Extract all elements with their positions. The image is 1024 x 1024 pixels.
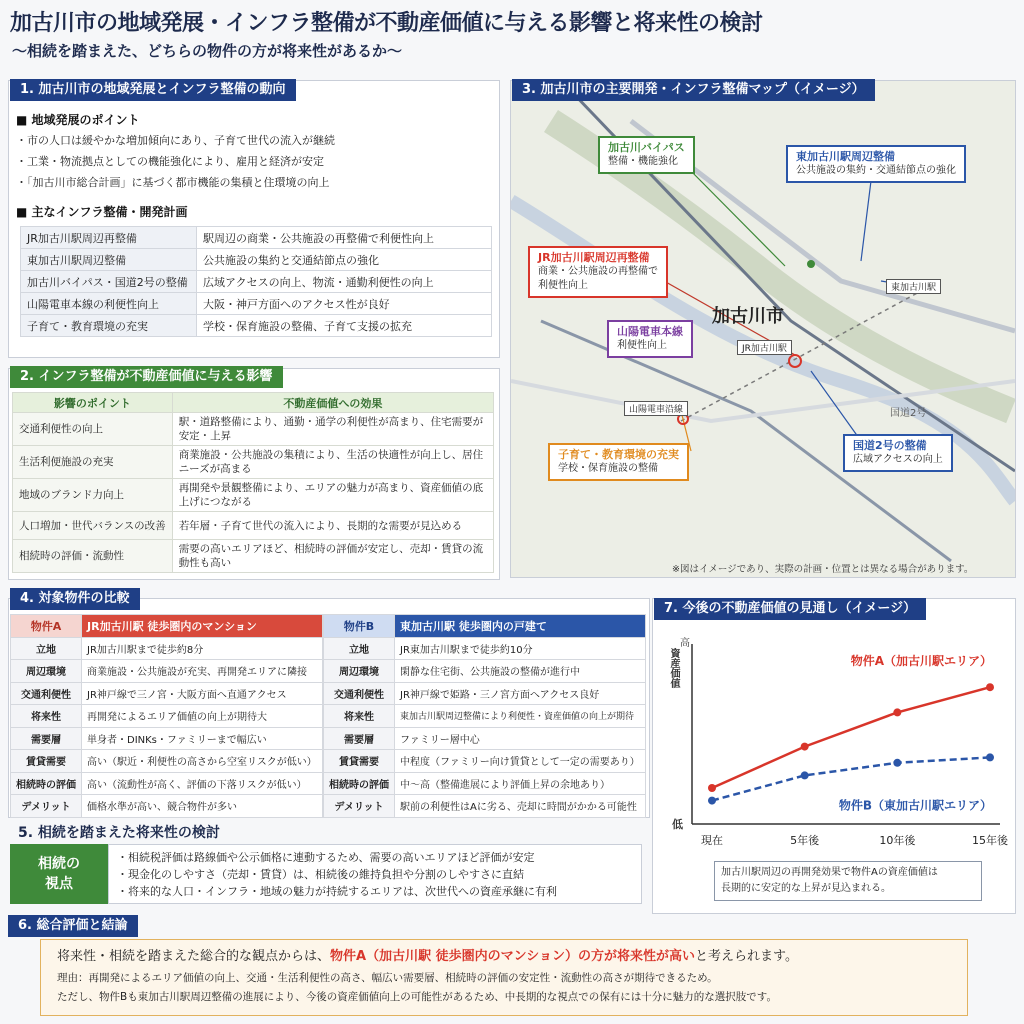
table-cell: 高い（流動性が高く、評価の下落リスクが低い） [82, 772, 323, 795]
inheritance-point: ・相続税評価は路線価や公示価格に連動するため、需要の高いエリアほど評価が安定 [117, 851, 535, 864]
callout-title: 東加古川駅周辺整備 [796, 150, 895, 163]
table-cell: 交通利便性 [11, 682, 82, 705]
property-b-tag: 物件B [324, 615, 395, 638]
table-cell: 需要の高いエリアほど、相続時の評価が安定し、売却・賃貸の流動性も高い [172, 540, 493, 573]
property-b-header [324, 615, 646, 638]
table-row [13, 446, 494, 479]
points-heading: ■ 地域発展のポイント [16, 113, 140, 127]
property-b-table [323, 614, 646, 818]
table-cell: 中程度（ファミリー向け賃貸として一定の需要あり） [395, 750, 646, 773]
table-row [324, 727, 646, 750]
data-point [801, 771, 809, 779]
table-cell: 公共施設の集約と交通結節点の強化 [197, 249, 492, 271]
table-cell: JR加古川駅まで徒歩約8分 [82, 637, 323, 660]
table-row [11, 727, 323, 750]
point-item: ・工業・物流拠点としての機能強化により、雇用と経済が安定 [16, 155, 324, 168]
table-cell: 閑静な住宅街、公共施設の整備が進行中 [395, 660, 646, 683]
table-cell: 立地 [11, 637, 82, 660]
table-row [13, 512, 494, 540]
road-label-route2: 国道2号 [890, 408, 927, 419]
table-cell: 将来性 [324, 705, 395, 728]
y-axis-top: 高 [680, 638, 690, 649]
table-cell: 賃貸需要 [11, 750, 82, 773]
table-row [11, 682, 323, 705]
table-cell: 東加古川駅周辺整備 [21, 249, 197, 271]
station-label-jr: JR加古川駅 [737, 340, 792, 355]
map-note: ※図はイメージであり、実際の計画・位置とは異なる場合があります。 [672, 564, 974, 575]
series-label: 物件B（東加古川駅エリア） [838, 798, 992, 813]
inheritance-badge [10, 844, 108, 904]
table-cell: 需要層 [11, 727, 82, 750]
table-cell: 周辺環境 [324, 660, 395, 683]
callout-bypass [598, 136, 695, 174]
inheritance-point: ・現金化のしやすさ（売却・賃貸）は、相続後の維持負担や分割のしやすさに直結 [117, 868, 524, 881]
callout-text: 利便性向上 [617, 340, 667, 351]
callout-kosodate [548, 443, 689, 481]
table-cell: 駅周辺の商業・公共施設の再整備で利便性向上 [197, 227, 492, 249]
property-a-tag: 物件A [11, 615, 82, 638]
y-axis-bottom: 低 [672, 818, 683, 831]
column-header: 影響のポイント [13, 393, 173, 413]
table-cell: 相続時の評価 [11, 772, 82, 795]
callout-sanyo [607, 320, 693, 358]
y-axis-label: 資産価値 [668, 648, 679, 688]
table-row [21, 227, 492, 249]
chart-note-line: 加古川駅周辺の再開発効果で物件Aの資産価値は [721, 867, 938, 878]
station-label-higashi: 東加古川駅 [886, 279, 941, 294]
section-4-heading: 4. 対象物件の比較 [10, 588, 140, 610]
data-point [893, 759, 901, 767]
table-row [21, 271, 492, 293]
table-cell: 賃貸需要 [324, 750, 395, 773]
callout-text: 広域アクセスの向上 [853, 454, 943, 465]
x-tick-label: 5年後 [790, 834, 820, 847]
callout-text: 学校・保育施設の整備 [558, 463, 658, 474]
chart-note [714, 861, 982, 901]
property-a-table [10, 614, 323, 818]
table-cell: 生活利便施設の充実 [13, 446, 173, 479]
table-cell: 学校・保育施設の整備、子育て支援の拡充 [197, 315, 492, 337]
property-a-name: JR加古川駅 徒歩圏内のマンション [82, 615, 323, 638]
table-row [13, 540, 494, 573]
data-point [801, 743, 809, 751]
table-row [21, 249, 492, 271]
conclusion-reason: 理由：再開発によるエリア価値の向上、交通・生活利便性の高さ、幅広い需要層、相続時の評価の安定性・流動性の高さが期待できるため。 [57, 972, 718, 984]
table-cell: JR東加古川駅まで徒歩約10分 [395, 637, 646, 660]
table-cell: 周辺環境 [11, 660, 82, 683]
table-cell: 相続時の評価・流動性 [13, 540, 173, 573]
callout-text: 商業・公共施設の再整備で [538, 266, 658, 277]
table-cell: 人口増加・世代バランスの改善 [13, 512, 173, 540]
table-cell: 地域のブランド力向上 [13, 479, 173, 512]
data-point [708, 784, 716, 792]
station-label-sanyo: 山陽電車沿線 [624, 401, 688, 416]
callout-higashi [786, 145, 966, 183]
table-cell: 交通利便性 [324, 682, 395, 705]
table-row [11, 750, 323, 773]
callout-title: JR加古川駅周辺再整備 [538, 251, 650, 264]
section-5-heading: 5. 相続を踏まえた将来性の検討 [18, 825, 220, 841]
table-row [11, 772, 323, 795]
x-tick-label: 10年後 [879, 834, 916, 847]
series-line [712, 687, 990, 788]
table-row [324, 660, 646, 683]
table-cell: デメリット [324, 795, 395, 818]
point-item: ・「加古川市総合計画」に基づく都市機能の集積と住環境の向上 [16, 176, 330, 189]
property-a-header [11, 615, 323, 638]
table-cell: 商業施設・公共施設の集積により、生活の快適性が向上し、居住ニーズが高まる [172, 446, 493, 479]
table-cell: 立地 [324, 637, 395, 660]
table-row [11, 660, 323, 683]
section-3-heading: 3. 加古川市の主要開発・インフラ整備マップ（イメージ） [512, 79, 875, 101]
table-row [11, 705, 323, 728]
inheritance-points [108, 844, 642, 904]
data-point [986, 683, 994, 691]
section-1-heading: 1. 加古川市の地域発展とインフラ整備の動向 [10, 79, 296, 101]
table-cell: 山陽電車本線の利便性向上 [21, 293, 197, 315]
table-row [324, 682, 646, 705]
table-row [324, 795, 646, 818]
callout-jr [528, 246, 668, 298]
map-city-label: 加古川市 [712, 306, 784, 327]
inheritance-point: ・将来的な人口・インフラ・地域の魅力が持続するエリアは、次世代への資産承継に有利 [117, 885, 557, 898]
value-outlook-chart [660, 624, 1010, 856]
table-cell: ファミリー層中心 [395, 727, 646, 750]
conclusion-box [40, 939, 968, 1016]
table-cell: 商業施設・公共施設が充実、再開発エリアに隣接 [82, 660, 323, 683]
series-line [712, 757, 990, 800]
property-b-name: 東加古川駅 徒歩圏内の戸建て [395, 615, 646, 638]
table-row [21, 293, 492, 315]
chart-note-line: 長期的に安定的な上昇が見込まれる。 [721, 883, 891, 894]
table-cell: 単身者・DINKs・ファミリーまで幅広い [82, 727, 323, 750]
conclusion-text: 将来性・相続を踏まえた総合的な観点からは、 [57, 949, 331, 964]
column-header: 不動産価値への効果 [172, 393, 493, 413]
x-tick-label: 現在 [701, 834, 723, 847]
series-label: 物件A（加古川駅エリア） [850, 654, 992, 669]
table-cell: 再開発や景観整備により、エリアの魅力が高まり、資産価値の底上げにつながる [172, 479, 493, 512]
table-cell: 再開発によるエリア価値の向上が期待大 [82, 705, 323, 728]
callout-text: 利便性向上 [538, 280, 588, 291]
table-cell: 加古川バイパス・国道2号の整備 [21, 271, 197, 293]
table-cell: 相続時の評価 [324, 772, 395, 795]
callout-route2 [843, 434, 953, 472]
table-row [11, 795, 323, 818]
x-tick-label: 15年後 [972, 834, 1008, 847]
table-cell: JR加古川駅周辺再整備 [21, 227, 197, 249]
table-cell: 高い（駅近・利便性の高さから空室リスクが低い） [82, 750, 323, 773]
table-cell: JR神戸線で姫路・三ノ宮方面へアクセス良好 [395, 682, 646, 705]
callout-title: 山陽電車本線 [617, 325, 683, 338]
conclusion-emphasis: 物件A（加古川駅 徒歩圏内のマンション）の方が将来性が高い [330, 949, 696, 964]
table-row [324, 705, 646, 728]
table-cell: 中〜高（整備進展により評価上昇の余地あり） [395, 772, 646, 795]
section-7-heading: 7. 今後の不動産価値の見通し（イメージ） [654, 598, 926, 620]
conclusion-line [57, 946, 951, 968]
data-point [708, 797, 716, 805]
table-cell: 駅・道路整備により、通勤・通学の利便性が高まり、住宅需要が安定・上昇 [172, 413, 493, 446]
callout-text: 整備・機能強化 [608, 156, 678, 167]
table-header-row [13, 393, 494, 413]
table-cell: 大阪・神戸方面へのアクセス性が良好 [197, 293, 492, 315]
point-item: ・市の人口は緩やかな増加傾向にあり、子育て世代の流入が継続 [16, 134, 335, 147]
conclusion-caveat: ただし、物件Bも東加古川駅周辺整備の進展により、今後の資産価値向上の可能性があるため、中長期的な視点での保有には十分に魅力的な選択肢です。 [57, 991, 777, 1003]
table-row [13, 413, 494, 446]
table-row [324, 637, 646, 660]
data-point [893, 708, 901, 716]
section-2-heading: 2. インフラ整備が不動産価値に与える影響 [10, 366, 283, 388]
page-subtitle: ～相続を踏まえた、どちらの物件の方が将来性があるか～ [12, 42, 403, 60]
infra-table [20, 226, 492, 337]
table-cell: 将来性 [11, 705, 82, 728]
impact-table [12, 392, 494, 573]
table-cell: 東加古川駅周辺整備により利便性・資産価値の向上が期待 [395, 705, 646, 728]
table-row [324, 750, 646, 773]
infra-heading: ■ 主なインフラ整備・開発計画 [16, 205, 188, 219]
table-cell: 需要層 [324, 727, 395, 750]
callout-text: 公共施設の集約・交通結節点の強化 [796, 165, 956, 176]
table-cell: デメリット [11, 795, 82, 818]
table-row [21, 315, 492, 337]
table-cell: 駅前の利便性はAに劣る、売却に時間がかかる可能性 [395, 795, 646, 818]
table-cell: 交通利便性の向上 [13, 413, 173, 446]
table-row [13, 479, 494, 512]
data-point [986, 753, 994, 761]
conclusion-text: と考えられます。 [695, 949, 798, 964]
table-row [324, 772, 646, 795]
badge-line: 相続の [38, 856, 80, 872]
table-cell: 子育て・教育環境の充実 [21, 315, 197, 337]
badge-line: 視点 [45, 876, 73, 892]
table-row [11, 637, 323, 660]
points-list [16, 130, 335, 193]
table-cell: JR神戸線で三ノ宮・大阪方面へ直通アクセス [82, 682, 323, 705]
page-title: 加古川市の地域発展・インフラ整備が不動産価値に与える影響と将来性の検討 [10, 11, 763, 36]
section-6-heading: 6. 総合評価と結論 [8, 915, 138, 937]
callout-title: 加古川バイパス [608, 141, 685, 154]
table-cell: 若年層・子育て世代の流入により、長期的な需要が見込める [172, 512, 493, 540]
callout-title: 国道2号の整備 [853, 439, 927, 452]
callout-title: 子育て・教育環境の充実 [558, 448, 679, 461]
table-cell: 広域アクセスの向上、物流・通勤利便性の向上 [197, 271, 492, 293]
table-cell: 価格水準が高い、競合物件が多い [82, 795, 323, 818]
